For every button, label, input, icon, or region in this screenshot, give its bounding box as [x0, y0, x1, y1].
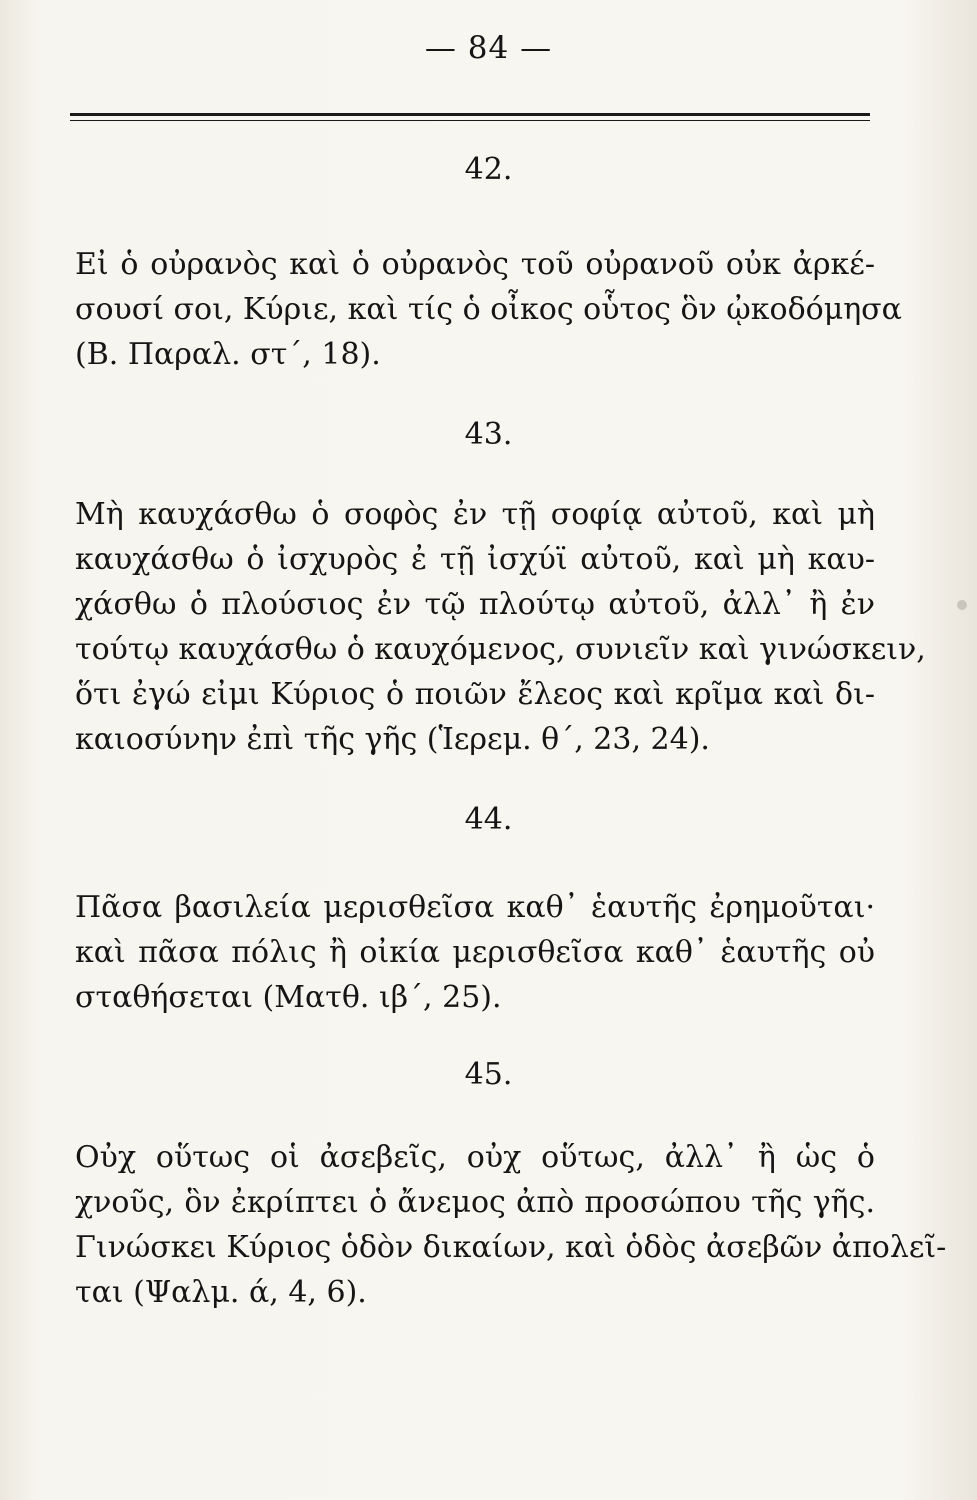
section-number: 42. — [464, 152, 513, 187]
text-line: χάσθω ὁ πλούσιος ἐν τῷ πλούτῳ αὐτοῦ, ἀλλ᾽ ἢ ἐν — [75, 587, 875, 622]
text-line: Πᾶσα βασιλεία μερισθεῖσα καθ᾽ ἑαυτῆς ἐρημοῦται· — [75, 890, 875, 925]
text-line: καιοσύνην ἐπὶ τῆς γῆς (Ἱερεμ. θ΄, 23, 24). — [75, 722, 710, 757]
text-line: ὅτι ἐγώ εἰμι Κύριος ὁ ποιῶν ἔλεος καὶ κρῖμα καὶ δι- — [75, 677, 875, 712]
section-paragraph — [75, 1135, 947, 1315]
text-line: (Β. Παραλ. στ΄, 18). — [75, 337, 381, 372]
text-line: Οὐχ οὕτως οἱ ἀσεβεῖς, οὐχ οὕτως, ἀλλ᾽ ἢ ὡς ὁ — [75, 1140, 875, 1175]
section-paragraph — [75, 885, 875, 1020]
text-line: τούτῳ καυχάσθω ὁ καυχόμενος, συνιεῖν καὶ γινώσκειν, — [75, 632, 926, 667]
text-line: σουσί σοι, Κύριε, καὶ τίς ὁ οἶκος οὗτος ὃν ᾠκοδόμησα — [75, 292, 902, 327]
text-line: καυχάσθω ὁ ἰσχυρὸς ἐ τῇ ἰσχύϊ αὐτοῦ, καὶ μὴ καυ- — [75, 542, 875, 577]
section-paragraph — [75, 242, 902, 377]
section-number: 44. — [464, 802, 513, 837]
page-number: — 84 — — [424, 30, 553, 66]
text-line: Μὴ καυχάσθω ὁ σοφὸς ἐν τῇ σοφίᾳ αὐτοῦ, καὶ μὴ — [75, 497, 875, 532]
section-number: 45. — [464, 1057, 513, 1092]
text-line: Γινώσκει Κύριος ὁδὸν δικαίων, καὶ ὁδὸς ἀσεβῶν ἀπολεῖ- — [75, 1230, 947, 1265]
text-line: χνοῦς, ὃν ἐκρίπτει ὁ ἄνεμος ἀπὸ προσώπου τῆς γῆς. — [75, 1185, 875, 1220]
section-paragraph — [75, 492, 926, 762]
header-rule-thin — [70, 120, 870, 121]
text-line: σταθήσεται (Ματθ. ιβ΄, 25). — [75, 980, 502, 1015]
text-line: καὶ πᾶσα πόλις ἢ οἰκία μερισθεῖσα καθ᾽ ἑαυτῆς οὐ — [75, 935, 875, 970]
header-rule — [70, 113, 870, 116]
text-line: ται (Ψαλμ. ά, 4, 6). — [75, 1275, 367, 1310]
paper-spot — [957, 600, 967, 610]
section-number: 43. — [464, 417, 513, 452]
text-line: Εἰ ὁ οὐρανὸς καὶ ὁ οὐρανὸς τοῦ οὐρανοῦ οὐκ ἀρκέ- — [75, 247, 875, 282]
